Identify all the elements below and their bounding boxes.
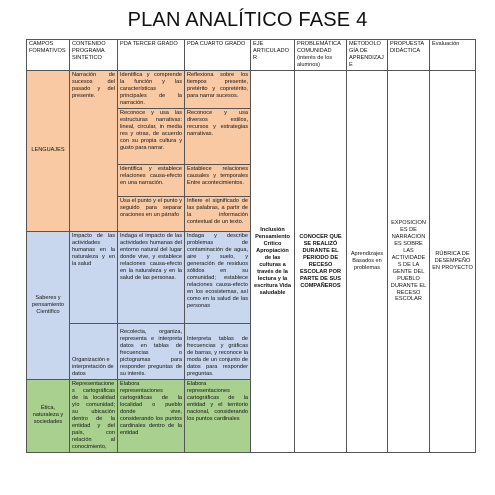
- pda4-lenguajes-4: Infiere el significado de las palabras, a partir de la información contextual de un texto.: [185, 196, 251, 231]
- propuesta-cell: EXPOSICIONES DE NARRACIONES SOBRE LAS ACTIVIDADES DE LA GENTE DEL PUEBLO DURANTE EL RECESO ESCOLAR: [388, 70, 430, 452]
- campo-etica: Ética, naturaleza y sociedades: [27, 379, 70, 452]
- pda3-lenguajes-4: Usa el punto y el punto y seguido para separar oraciones en un párrafo: [118, 196, 185, 231]
- campo-saberes: Saberes y pensamiento Científico: [27, 231, 70, 379]
- header-contenido: CONTENIDO PROGRAMA SINTÉTICO: [70, 40, 118, 71]
- pda4-saberes-2: Interpreta tablas de frecuencias y gráficas de barras, y reconoce la moda de un conjunto de datos para responder preguntas.: [185, 323, 251, 379]
- contenido-saberes-1: Impacto de las actividades humanas en la naturaleza y en la salud: [70, 231, 118, 323]
- header-evaluacion: Evaluación: [430, 40, 476, 71]
- header-pda-cuarto: PDA CUARTO GRADO: [185, 40, 251, 71]
- problematica-cell: CONOCER QUE SE REALIZÓ DURANTE EL PERIODO DE RECESO ESCOLAR POR PARTE DE SUS COMPAÑEROS: [295, 70, 347, 452]
- pda4-lenguajes-3: Establece relaciones causales y temporales Entre acontecimientos.: [185, 164, 251, 196]
- pda4-saberes-1: Indaga y describe problemas de contaminación de agua, aire y suelo, y generación de residuos sólidos en su comunidad; establece relaciones causa-efecto en los ecosistemas, así como en la salud de las personas: [185, 231, 251, 323]
- pda4-etica: Elabora representaciones cartográficas de la entidad y el territorio nacional, considerando los puntos cardinales: [185, 379, 251, 452]
- plan-table: [26, 39, 476, 453]
- header-problematica: PROBLEMÁTICA COMUNIDAD (interés de los alumnos): [295, 40, 347, 71]
- contenido-saberes-2: Organización e interpretación de datos: [70, 323, 118, 379]
- pda3-lenguajes-2: Reconoce y usa las estructuras narrativas: lineal, circular, in media res y otras, de acuerdo con su propia cultura y gusto para narrar.: [118, 108, 185, 164]
- header-propuesta: PROPUESTA DIDÁCTICA: [388, 40, 430, 71]
- header-row: [27, 40, 476, 71]
- pda3-lenguajes-1: Identifica y comprende la función y las características principales de la narración.: [118, 70, 185, 108]
- pda3-saberes-1: Indaga el impacto de las actividades humanas del entorno natural del lugar donde vive, y establece relaciones causa-efecto en la naturaleza y en la salud de las personas.: [118, 231, 185, 323]
- pda3-etica: Elabora representaciones cartográficas de la localidad o pueblo donde vive, considerando los puntos cardinales dentro de la entidad: [118, 379, 185, 452]
- metodologia-cell: Aprendizajes Basados en problemas: [347, 70, 388, 452]
- pda4-lenguajes-1: Reflexiona sobre los tiempos presente, pretérito y copretérito, para narrar sucesos.: [185, 70, 251, 108]
- table-row: [27, 70, 476, 108]
- evaluacion-cell: RÚBRICA DE DESEMPEÑO EN PROYECTO: [430, 70, 476, 452]
- pda3-saberes-2: Recolecta, organiza, representa e interpreta datos en tablas de frecuencias o pictogramas para responder preguntas de su interés.: [118, 323, 185, 379]
- header-eje: EJE ARTICULADOR: [251, 40, 295, 71]
- campo-lenguajes: LENGUAJES: [27, 70, 70, 231]
- spacer-cell: [27, 452, 251, 453]
- contenido-lenguajes: Narración de sucesos del pasado y del presente.: [70, 70, 118, 231]
- header-campos: CAMPOS FORMATIVOS: [27, 40, 70, 71]
- header-pda-tercer: PDA TERCER GRADO: [118, 40, 185, 71]
- eje-articulador-cell: Inclusión Pensamiento Crítico Apropiación de las culturas a través de la lectura y la escritura Vida saludable: [251, 70, 295, 452]
- pda3-lenguajes-3: Identifica y establece relaciones causa-efecto en una narración.: [118, 164, 185, 196]
- page-title: PLAN ANALÍTICO FASE 4: [127, 9, 368, 31]
- pda4-lenguajes-2: Reconoce y usa diversos estilos, recursos y estrategias narrativas.: [185, 108, 251, 164]
- contenido-etica: Representaciones cartográficas de la localidad y/o comunidad; su ubicación dentro de la entidad y del país, con relación al conocimiento,: [70, 379, 118, 452]
- header-metodologia: METODOLOGÍA DE APRENDIZAJE: [347, 40, 388, 71]
